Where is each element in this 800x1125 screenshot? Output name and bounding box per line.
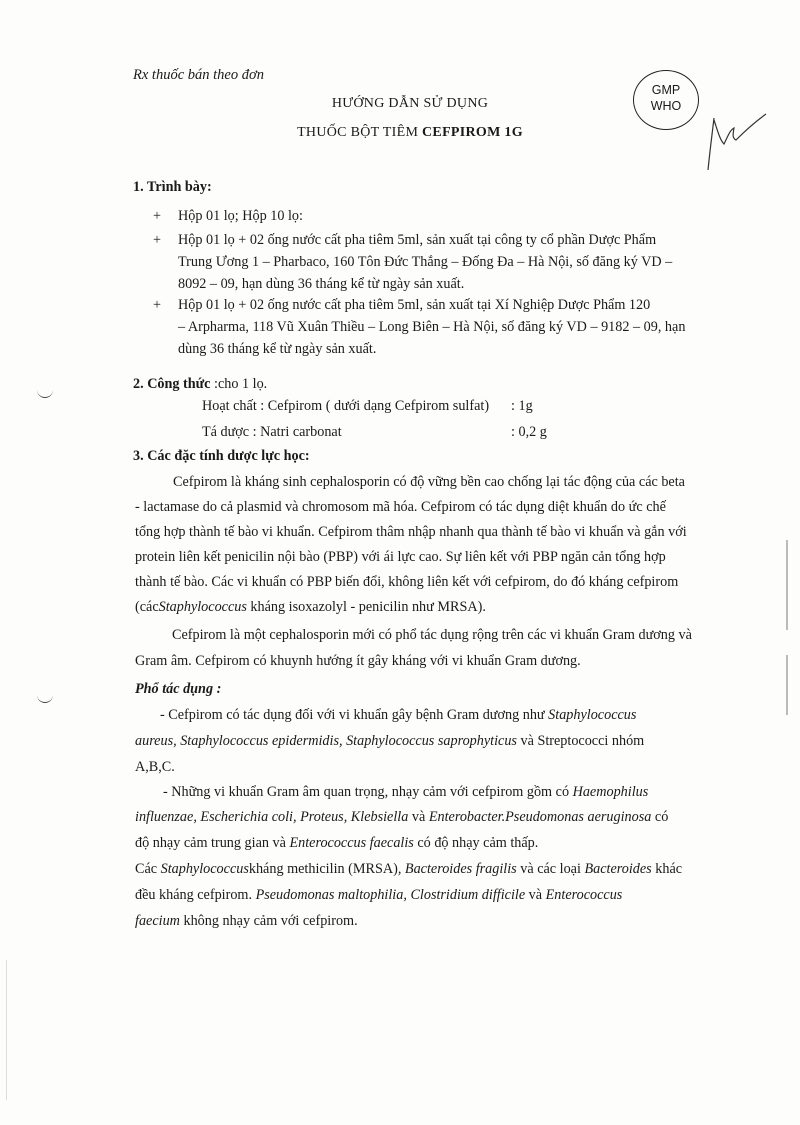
gn-c: influenzae, Escherichia coli, Proteus, Klebsiella	[135, 809, 409, 825]
bullet-1: +	[153, 208, 162, 224]
section1-item-2-line-1: Hộp 01 lọ + 02 ống nước cất pha tiêm 5ml, sản xuất tại công ty cổ phần Dược Phẩm	[178, 232, 657, 248]
product-title-prefix: THUỐC BỘT TIÊM	[297, 125, 423, 140]
gn-g: độ nhạy cảm trung gian và	[135, 835, 290, 851]
bullet-2: +	[153, 232, 162, 248]
rx-label: Rx thuốc bán theo đơn	[133, 67, 264, 83]
section3-heading: 3. Các đặc tính dược lực học:	[133, 448, 310, 464]
p1-line-3: tổng hợp thành tế bào vi khuẩn. Cefpirom thâm nhập nhanh qua thành tế bào vi khuẩn và gắn với	[135, 524, 687, 540]
p1-line-1: Cefpirom là kháng sinh cephalosporin có độ vững bền cao chống lại tác động của các beta	[173, 474, 685, 490]
punch-hole-mark-bottom	[37, 690, 53, 703]
r-k: Enterococcus	[545, 887, 623, 903]
gp-d: và Streptococci nhóm	[516, 733, 645, 749]
stamp-line-who: WHO	[650, 98, 682, 113]
p1-line-6-c: kháng isoxazolyl - penicilin như MRSA).	[246, 599, 486, 615]
r-f: Bacteroides	[584, 861, 652, 877]
p1-line-4: protein liên kết penicilin nội bào (PBP) với ái lực cao. Sự liên kết với PBP ngăn cản tổng hợp	[135, 549, 666, 565]
document-title: HƯỚNG DẪN SỬ DỤNG	[331, 96, 489, 111]
r-b: Staphylococcus	[160, 861, 249, 877]
gp-a: - Cefpirom có tác dụng đối với vi khuẩn gây bệnh Gram dương như	[160, 707, 549, 723]
section1-item-3-line-2: – Arpharma, 118 Vũ Xuân Thiều – Long Biên – Hà Nội, số đăng ký VD – 9182 – 09, hạn	[178, 319, 686, 335]
r-l: faecium	[135, 913, 180, 929]
bullet-3: +	[153, 297, 162, 313]
gn-h: Enterococcus faecalis	[289, 835, 414, 851]
gram-negative-line-1	[163, 785, 648, 799]
gn-a: - Những vi khuẩn Gram âm quan trọng, nhạy cảm với cefpirom gồm có	[163, 784, 573, 800]
signature-mark	[700, 100, 770, 175]
scan-left-edge	[6, 960, 7, 1100]
gp-c: aureus, Staphylococcus epidermidis, Staphylococcus saprophyticus	[135, 733, 517, 749]
p1-line-2: - lactamase do cả plasmid và chromosom mã hóa. Cefpirom có tác dụng diệt khuẩn do ức chế	[135, 499, 666, 515]
gram-negative-line-3	[135, 836, 538, 850]
gram-positive-line-3: A,B,C.	[135, 759, 175, 775]
gmp-who-stamp	[633, 70, 699, 130]
gn-d: và	[408, 809, 429, 825]
gn-f: có	[651, 809, 669, 825]
p2-line-1: Cefpirom là một cephalosporin mới có phổ tác dụng rộng trên các vi khuẩn Gram dương và	[172, 627, 692, 643]
gn-b: Haemophilus	[572, 784, 649, 800]
r-h: đều kháng cefpirom.	[135, 887, 256, 903]
r-a: Các	[135, 861, 161, 877]
p1-line-6	[135, 600, 486, 614]
section1-heading: 1. Trình bày:	[133, 179, 212, 195]
active-ingredient-label: Hoạt chất : Cefpirom ( dưới dạng Cefpirom sulfat)	[202, 398, 490, 414]
r-e: và các loại	[516, 861, 585, 877]
p1-line-6-a: (các	[135, 599, 159, 615]
scan-edge-shadow-2	[786, 655, 788, 715]
punch-hole-mark-top	[37, 385, 53, 398]
section1-item-1-line-1: Hộp 01 lọ; Hộp 10 lọ:	[178, 208, 303, 224]
gram-positive-line-1	[160, 708, 636, 722]
p1-line-5: thành tế bào. Các vi khuẩn có PBP biến đổi, không liên kết với cefpirom, do đó kháng cefpirom	[135, 574, 679, 590]
spectrum-heading: Phổ tác dụng :	[135, 681, 222, 697]
r-g: khác	[651, 861, 683, 877]
r-m: không nhạy cảm với cefpirom.	[179, 913, 358, 929]
resistance-line-1	[135, 862, 682, 876]
section1-item-3-line-3: dùng 36 tháng kể từ ngày sản xuất.	[178, 341, 377, 357]
section2-heading	[133, 377, 267, 391]
section1-item-2-line-3: 8092 – 09, hạn dùng 36 tháng kể từ ngày sản xuất.	[178, 276, 465, 292]
product-name: CEFPIROM 1G	[422, 125, 523, 140]
gp-b: Staphylococcus	[548, 707, 637, 723]
gn-i: có độ nhạy cảm thấp.	[413, 835, 539, 851]
gram-positive-line-2	[135, 734, 644, 748]
r-d: Bacteroides fragilis	[404, 861, 517, 877]
section1-item-2-line-2: Trung Ương 1 – Pharbaco, 160 Tôn Đức Thắng – Đống Đa – Hà Nội, số đăng ký VD –	[178, 254, 673, 270]
gram-negative-line-2	[135, 810, 668, 824]
resistance-line-3	[135, 914, 358, 928]
r-i: Pseudomonas maltophilia, Clostridium difficile	[255, 887, 526, 903]
stamp-line-gmp: GMP	[651, 83, 681, 97]
section2-heading-suffix: :cho 1 lọ.	[210, 376, 268, 392]
excipient-value: : 0,2 g	[511, 424, 547, 440]
excipient-label: Tá dược : Natri carbonat	[202, 424, 342, 440]
scan-edge-shadow-1	[786, 540, 788, 630]
section1-item-3-line-1: Hộp 01 lọ + 02 ống nước cất pha tiêm 5ml, sản xuất tại Xí Nghiệp Dược Phẩm 120	[178, 297, 651, 313]
p2-line-2: Gram âm. Cefpirom có khuynh hướng ít gây kháng với vi khuẩn Gram dương.	[135, 653, 581, 669]
resistance-line-2	[135, 888, 622, 902]
gn-e: Enterobacter.Pseudomonas aeruginosa	[428, 809, 652, 825]
r-j: và	[525, 887, 546, 903]
active-ingredient-value: : 1g	[511, 398, 533, 414]
p1-line-6-b: Staphylococcus	[158, 599, 247, 615]
section2-heading-bold: 2. Công thức	[133, 376, 211, 392]
r-c: kháng methicilin (MRSA),	[248, 861, 405, 877]
product-title	[0, 126, 800, 140]
